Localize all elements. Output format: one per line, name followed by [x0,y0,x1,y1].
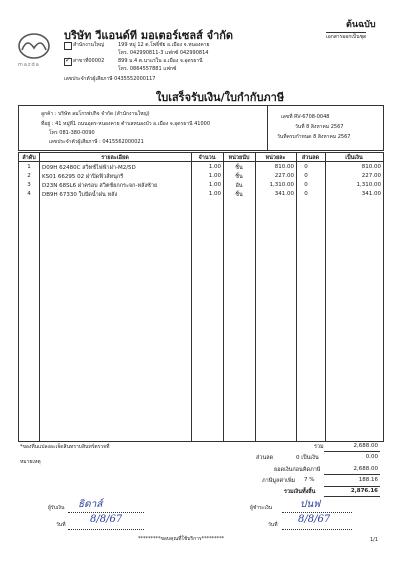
before-vat-label: ยอดเงินก่อนคิดภาษี [274,467,321,473]
cell-unit: ชิ้น [235,165,243,171]
cell-price: 341.00 [274,191,294,197]
discount-pct: 0 เป็นเงิน [296,455,319,461]
branch-head-address: 199 หมู่ 12 ต.โพธิ์ชัย อ.เมือง จ.หนองคาย [118,42,210,48]
discount-label: ส่วนลด [256,455,274,461]
header-qty: จำนวน [198,155,216,161]
customer-box [18,105,384,151]
grand-value: 2,876.16 [350,488,378,494]
cell-disc: 0 [304,182,308,188]
footer-note: *********ขอบคุณที่ใช้บริการ********* [138,536,225,542]
cell-unit: อัน [235,183,243,189]
cell-amount: 227.00 [361,173,381,179]
branch-head-phone: โทร. 042990811-3 แฟกซ์ 042990814 [118,50,209,56]
cell-price: 227.00 [274,173,294,179]
cell-price: 1,310.00 [269,182,294,188]
branch-head-checkbox[interactable] [64,42,72,50]
header-amount: เป็นเงิน [345,155,363,161]
cell-disc: 0 [304,191,308,197]
cell-desc: DB9H 67330 ใบปัดน้ำฝน หลัง [42,192,118,198]
before-vat-value: 2,688.00 [353,466,378,472]
payer-label: ผู้ชำระเงิน [250,505,273,511]
grand-label: รวมเงินทั้งสิ้น [284,489,316,495]
vat-pct: 7 % [304,477,315,483]
cell-unit: ชิ้น [235,192,243,198]
document-title: ใบเสร็จรับเงิน/ใบกำกับภาษี [155,91,285,104]
vat-label: ภาษีมูลค่าเพิ่ม [262,478,296,484]
branch-sub-address: 899 ม.4 ต.นาแร่ใน อ.เมือง จ.อุดรธานี [118,58,203,64]
doc-due-date: วันที่ครบกำหนด 8 สิงหาคม 2567 [277,134,351,140]
table-footnote: *ของที่นแปลงอะเจ็ดสินทราบสินทร์ตรวจที่ [20,444,110,450]
check-icon: ✓ [65,56,71,64]
cell-no: 1 [27,164,31,170]
page-number: 1/1 [370,537,379,543]
cell-no: 4 [27,191,31,197]
header-disc: ส่วนลด [301,155,320,161]
doc-date: วันที่ 8 สิงหาคม 2567 [295,124,344,130]
header-desc: รายละเอียด [101,155,129,161]
sum-value: 2,688.00 [353,443,378,449]
logo-text: mazda [18,62,40,68]
cell-desc: KS01 66295 02 ฝาปิดฟิวส์หนุกรี [42,174,124,180]
customer-tax-id: เลขประจำตัวผู้เสียภาษี : 0415562000021 [49,139,144,145]
cell-qty: 1.00 [208,191,221,197]
company-name: บริษัท วีแอนด์ที มอเตอร์เซลส์ จำกัด [64,29,234,42]
customer-name: ลูกค้า : บริษัท ลมโกรฟปกิจ จำกัด (สำนักงานใหญ่) [41,111,150,117]
copy-sub: เอกสารออกเป็นชุด [326,34,367,40]
branch-sub-phone: โทร. 0864557881 แฟกซ์ [118,66,177,72]
copy-label: ต้นฉบับ [346,20,376,30]
header-unit: หน่วยนับ [228,155,250,161]
vat-value: 188.16 [358,477,378,483]
cell-amount: 810.00 [361,164,381,170]
discount-value: 0.00 [365,454,378,460]
receiver-date-label: วันที่ [56,522,66,528]
customer-address: ที่อยู่ : 41 หมู่ที่1 ถนนอุดร-หนองคาย ตำบลหนองบัว อ.เมือง จ.อุดรธานี 41000 [41,121,211,127]
receiver-signature: ธิดาส์ [78,499,103,510]
cell-no: 2 [27,173,31,179]
cell-disc: 0 [304,164,308,170]
cell-desc: D23N 68SL6 ฝาครอบ สวิตช์ยกกระจก-หลังซ้าย [42,183,158,189]
cell-unit: ชิ้น [235,174,243,180]
totals-block [200,440,382,500]
header-price: หน่วยละ [265,155,286,161]
receiver-label: ผู้รับเงิน [48,505,65,511]
branch-sub-label: สาขาที่00002 [73,58,105,64]
cell-price: 810.00 [274,164,294,170]
sum-label: รวม [314,444,324,450]
branch-sub-checkbox[interactable] [64,58,72,66]
cell-desc: D09H 62480C สวิทช์ไฟฟ้าฝา-M2/5D [42,165,136,171]
payer-date-label: วันที่ [268,522,278,528]
customer-phone: โทร 081-380-0090 [49,130,95,136]
branch-head-label: สำนักงานใหญ่ [73,42,104,48]
payer-signature: ปนฟ [300,499,321,510]
cell-amount: 341.00 [361,191,381,197]
company-tax-id: เลขประจำตัวผู้เสียภาษี 0435552000117 [64,76,156,82]
cell-qty: 1.00 [208,164,221,170]
remark-label: หมายเหตุ [20,459,41,465]
company-logo [14,30,54,70]
cell-amount: 1,310.00 [356,182,381,188]
payer-date: 8/8/67 [298,514,331,525]
cell-disc: 0 [304,173,308,179]
cell-qty: 1.00 [208,182,221,188]
cell-no: 3 [27,182,31,188]
cell-qty: 1.00 [208,173,221,179]
doc-number: เลขที่ RV-6708-0048 [281,114,330,120]
receiver-date: 8/8/67 [90,514,123,525]
items-table [18,152,384,442]
header-no: ลำดับ [22,155,36,161]
